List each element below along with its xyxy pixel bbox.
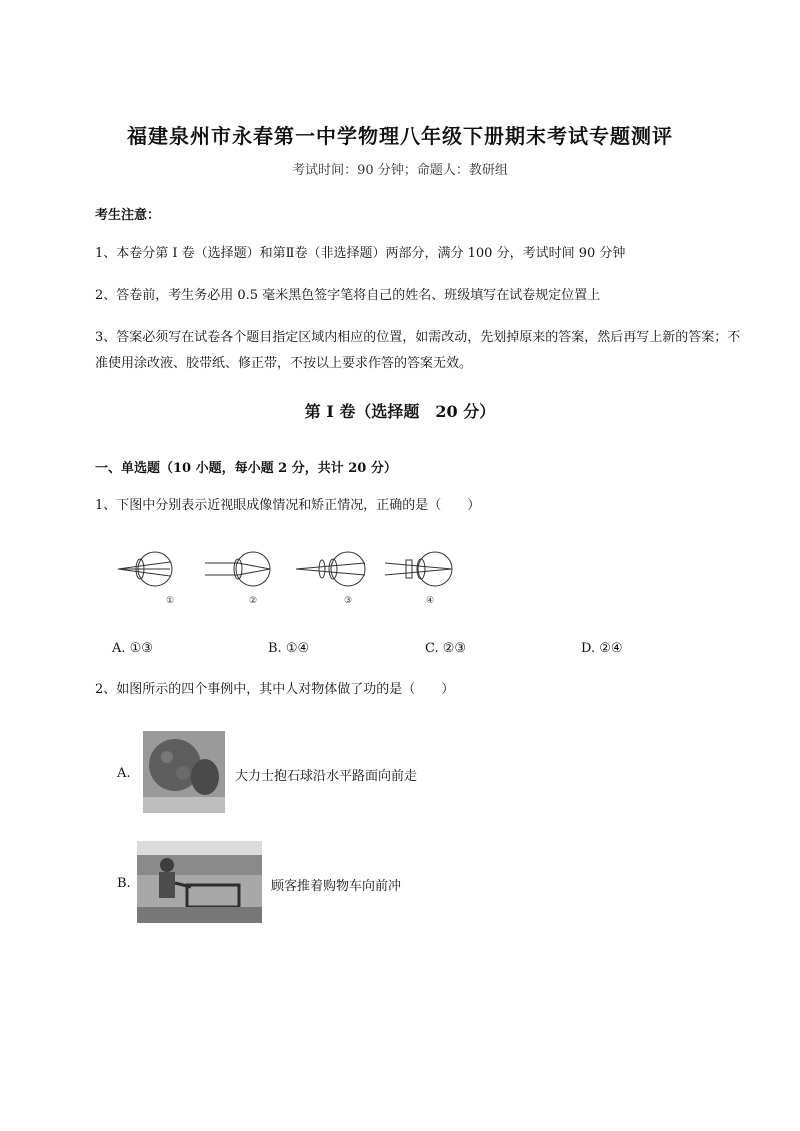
q1-option-c: C. ②③ <box>425 641 467 656</box>
q1-option-a: A. ①③ <box>112 641 153 656</box>
question-2-stem: 2、如图所示的四个事例中，其中人对物体做了功的是（ ） <box>95 682 455 697</box>
figure-label-3: ③ <box>343 596 353 606</box>
q2-option-b-letter: B. <box>117 876 131 891</box>
q2-option-b-text: 顾客推着购物车向前冲 <box>271 879 402 894</box>
notice-heading: 考生注意： <box>95 208 161 223</box>
eye-diagram-2 <box>205 552 270 586</box>
figure-label-2: ② <box>248 596 258 606</box>
q2-option-a-letter: A. <box>117 766 131 781</box>
exam-title: 福建泉州市永春第一中学物理八年级下册期末考试专题测评 <box>127 124 673 148</box>
section-title: 第 I 卷（选择题 20 分） <box>304 402 496 421</box>
part-heading: 一、单选题（10 小题，每小题 2 分，共计 20 分） <box>95 461 397 476</box>
eye-diagram-1 <box>118 552 172 586</box>
figure-label-1: ① <box>165 596 175 606</box>
eye-diagrams-figure <box>110 545 460 607</box>
eye-diagram-4 <box>385 552 452 586</box>
q2-option-a-text: 大力士抱石球沿水平路面向前走 <box>235 769 418 784</box>
notice-item-3: 3、答案必须写在试卷各个题目指定区域内相应的位置，如需改动，先划掉原来的答案，然后再写上新的答案；不准使用涂改液、胶带纸、修正带，不按以上要求作答的答案无效。 <box>95 330 741 371</box>
exam-subtitle: 考试时间：90 分钟；命题人：教研组 <box>292 163 508 178</box>
figure-label-4: ④ <box>425 596 435 606</box>
weightlifter-photo <box>143 731 225 813</box>
shopping-cart-photo <box>137 841 262 923</box>
q1-option-b: B. ①④ <box>268 641 310 656</box>
notice-item-1: 1、本卷分第 I 卷（选择题）和第Ⅱ卷（非选择题）两部分，满分 100 分，考试时间 90 分钟 <box>95 246 626 261</box>
notice-item-2: 2、答卷前，考生务必用 0.5 毫米黑色签字笔将自己的姓名、班级填写在试卷规定位置上 <box>95 288 601 303</box>
eye-diagram-3 <box>296 552 365 586</box>
question-1-stem: 1、下图中分别表示近视眼成像情况和矫正情况，正确的是（ ） <box>95 498 481 513</box>
q1-option-d: D. ②④ <box>581 641 623 656</box>
